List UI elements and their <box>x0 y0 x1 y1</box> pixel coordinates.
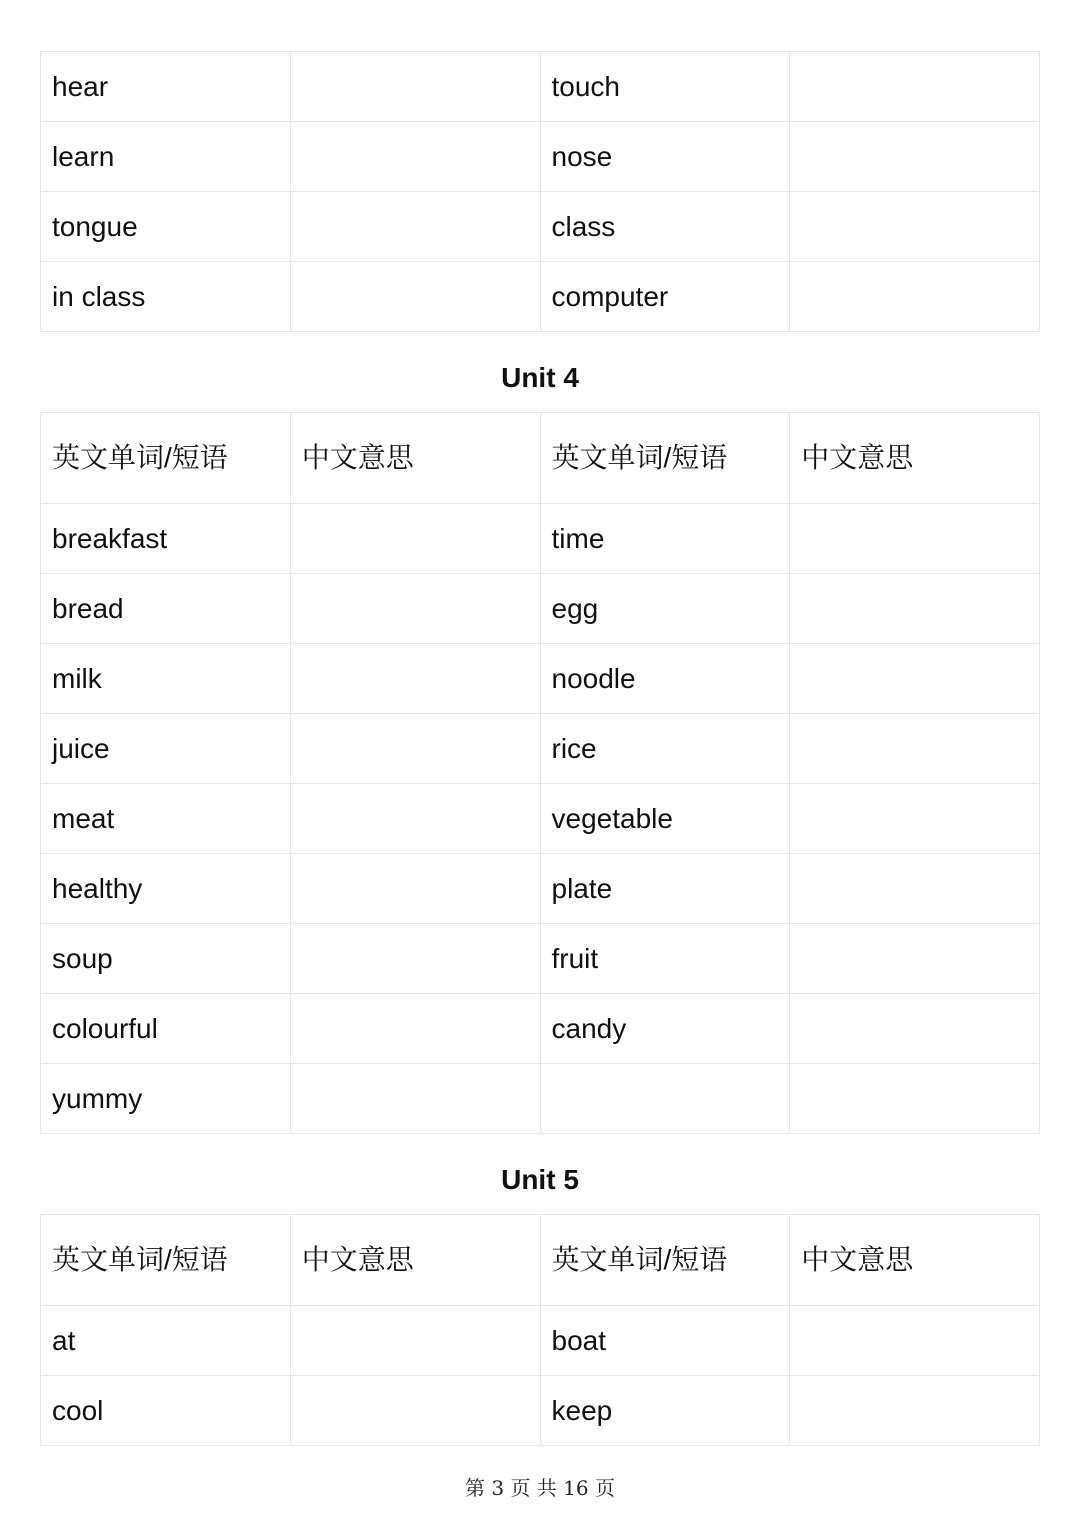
chinese-meaning-cell <box>790 924 1040 994</box>
table-header-row <box>41 413 1040 504</box>
header-chinese-column: 中文意思 <box>790 1215 1040 1306</box>
vocab-table-body <box>41 413 1040 1134</box>
english-word-cell: noodle <box>540 644 790 714</box>
english-word-cell: keep <box>540 1376 790 1446</box>
english-word-cell: at <box>41 1306 291 1376</box>
english-word-cell: time <box>540 504 790 574</box>
header-chinese-column: 中文意思 <box>290 1215 540 1306</box>
header-chinese-column: 中文意思 <box>290 413 540 504</box>
table-row <box>41 192 1040 262</box>
chinese-meaning-cell <box>790 262 1040 332</box>
chinese-meaning-cell <box>290 854 540 924</box>
chinese-meaning-cell <box>290 504 540 574</box>
english-word-cell <box>540 1064 790 1134</box>
vocab-table-unit-5 <box>40 1214 1040 1446</box>
vocab-table-unit-4 <box>40 412 1040 1134</box>
chinese-meaning-cell <box>790 1376 1040 1446</box>
english-word-cell: learn <box>41 122 291 192</box>
worksheet-page <box>40 51 1040 1446</box>
english-word-cell: cool <box>41 1376 291 1446</box>
chinese-meaning-cell <box>290 994 540 1064</box>
english-word-cell: soup <box>41 924 291 994</box>
table-row <box>41 784 1040 854</box>
table-row <box>41 122 1040 192</box>
chinese-meaning-cell <box>790 854 1040 924</box>
chinese-meaning-cell <box>790 994 1040 1064</box>
chinese-meaning-cell <box>790 644 1040 714</box>
table-row <box>41 262 1040 332</box>
chinese-meaning-cell <box>790 1306 1040 1376</box>
english-word-cell: in class <box>41 262 291 332</box>
table-row <box>41 504 1040 574</box>
english-word-cell: egg <box>540 574 790 644</box>
table-row <box>41 854 1040 924</box>
english-word-cell: computer <box>540 262 790 332</box>
vocab-table-body <box>41 1215 1040 1446</box>
chinese-meaning-cell <box>790 52 1040 122</box>
chinese-meaning-cell <box>290 122 540 192</box>
chinese-meaning-cell <box>790 574 1040 644</box>
table-header-row <box>41 1215 1040 1306</box>
header-english-column: 英文单词/短语 <box>540 1215 790 1306</box>
vocab-table-continued <box>40 51 1040 332</box>
header-english-column: 英文单词/短语 <box>41 1215 291 1306</box>
unit-5-title: Unit 5 <box>501 1164 579 1195</box>
english-word-cell: milk <box>41 644 291 714</box>
chinese-meaning-cell <box>290 714 540 784</box>
chinese-meaning-cell <box>790 192 1040 262</box>
english-word-cell: breakfast <box>41 504 291 574</box>
chinese-meaning-cell <box>290 1064 540 1134</box>
header-english-column: 英文单词/短语 <box>540 413 790 504</box>
english-word-cell: vegetable <box>540 784 790 854</box>
table-row <box>41 644 1040 714</box>
english-word-cell: bread <box>41 574 291 644</box>
english-word-cell: yummy <box>41 1064 291 1134</box>
english-word-cell: tongue <box>41 192 291 262</box>
table-row <box>41 924 1040 994</box>
table-row <box>41 574 1040 644</box>
chinese-meaning-cell <box>790 1064 1040 1134</box>
english-word-cell: touch <box>540 52 790 122</box>
chinese-meaning-cell <box>290 1376 540 1446</box>
chinese-meaning-cell <box>290 644 540 714</box>
english-word-cell: hear <box>41 52 291 122</box>
chinese-meaning-cell <box>290 262 540 332</box>
table-row <box>41 1306 1040 1376</box>
chinese-meaning-cell <box>290 574 540 644</box>
chinese-meaning-cell <box>790 784 1040 854</box>
table-row <box>41 1376 1040 1446</box>
english-word-cell: nose <box>540 122 790 192</box>
english-word-cell: candy <box>540 994 790 1064</box>
chinese-meaning-cell <box>290 52 540 122</box>
chinese-meaning-cell <box>290 1306 540 1376</box>
english-word-cell: boat <box>540 1306 790 1376</box>
english-word-cell: juice <box>41 714 291 784</box>
english-word-cell: rice <box>540 714 790 784</box>
unit-4-title: Unit 4 <box>501 362 579 393</box>
header-english-column: 英文单词/短语 <box>41 413 291 504</box>
english-word-cell: colourful <box>41 994 291 1064</box>
english-word-cell: class <box>540 192 790 262</box>
chinese-meaning-cell <box>790 122 1040 192</box>
table-row <box>41 52 1040 122</box>
english-word-cell: fruit <box>540 924 790 994</box>
table-row <box>41 1064 1040 1134</box>
page-number-footer: 第 3 页 共 16 页 <box>465 1476 615 1500</box>
english-word-cell: plate <box>540 854 790 924</box>
chinese-meaning-cell <box>290 192 540 262</box>
chinese-meaning-cell <box>290 924 540 994</box>
chinese-meaning-cell <box>790 714 1040 784</box>
vocab-table-body <box>41 52 1040 332</box>
chinese-meaning-cell <box>290 784 540 854</box>
table-row <box>41 714 1040 784</box>
table-row <box>41 994 1040 1064</box>
chinese-meaning-cell <box>790 504 1040 574</box>
english-word-cell: healthy <box>41 854 291 924</box>
english-word-cell: meat <box>41 784 291 854</box>
header-chinese-column: 中文意思 <box>790 413 1040 504</box>
